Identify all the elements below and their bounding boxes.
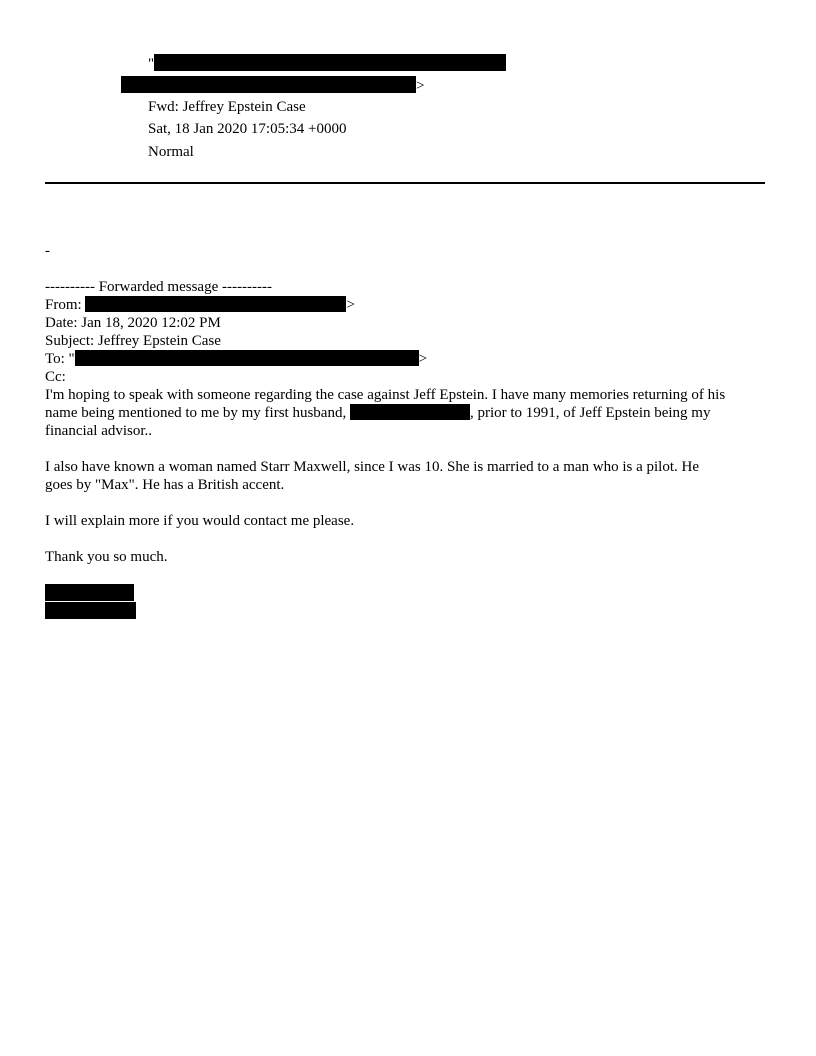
- redaction-bar: [350, 404, 470, 420]
- paragraph-1-line-2: [45, 404, 780, 422]
- paragraph-1-line-1: I'm hoping to speak with someone regarding the case against Jeff Epstein. I have many memories returning of his: [45, 387, 726, 403]
- importance-value: Normal: [148, 144, 194, 160]
- paragraph-4: Thank you so much.: [45, 549, 168, 565]
- date-value: Sat, 18 Jan 2020 17:05:34 +0000: [148, 121, 347, 137]
- dash-line: -: [45, 243, 50, 259]
- from-suffix: >: [416, 78, 425, 94]
- paragraph-2-line-1: I also have known a woman named Starr Maxwell, since I was 10. She is married to a man who is a pilot. He: [45, 459, 700, 475]
- paragraph-1-line-2-start: name being mentioned to me by my first husband,: [45, 405, 350, 421]
- forwarded-subject-line: Subject: Jeffrey Epstein Case: [45, 333, 221, 349]
- from-value-continued: [121, 76, 424, 95]
- redaction-bar: [154, 54, 506, 71]
- forward-marker: ---------- Forwarded message ----------: [45, 279, 272, 295]
- paragraph-1: [45, 386, 780, 440]
- spacer: [45, 260, 780, 278]
- redaction-bar: [121, 76, 416, 93]
- from-value: [148, 54, 506, 73]
- paragraph-2: [45, 458, 780, 494]
- email-body: [45, 242, 780, 619]
- paragraph-3: I will explain more if you would contact me please.: [45, 513, 355, 529]
- redaction-bar: [75, 350, 419, 366]
- signature-block: [45, 584, 780, 619]
- paragraph-1-line-3: financial advisor..: [45, 423, 153, 439]
- paragraph-2-line-2: goes by "Max". He has a British accent.: [45, 477, 285, 493]
- header-divider: [45, 182, 765, 184]
- redaction-bar: [45, 584, 134, 601]
- subject-value: Fwd: Jeffrey Epstein Case: [148, 99, 306, 115]
- redaction-bar: [85, 296, 346, 312]
- forwarded-cc-line: Cc:: [45, 369, 66, 385]
- forwarded-from-line: [45, 296, 780, 314]
- forwarded-from-suffix: >: [346, 297, 355, 313]
- forwarded-to-label: To: ": [45, 351, 75, 367]
- forwarded-to-line: [45, 350, 780, 368]
- paragraph-1-line-2-end: , prior to 1991, of Jeff Epstein being my: [469, 405, 711, 421]
- forwarded-from-label: From:: [45, 297, 82, 313]
- forwarded-date-line: Date: Jan 18, 2020 12:02 PM: [45, 315, 221, 331]
- from-quote: ": [148, 56, 155, 72]
- redaction-bar: [45, 602, 136, 619]
- forwarded-to-suffix: >: [418, 351, 428, 367]
